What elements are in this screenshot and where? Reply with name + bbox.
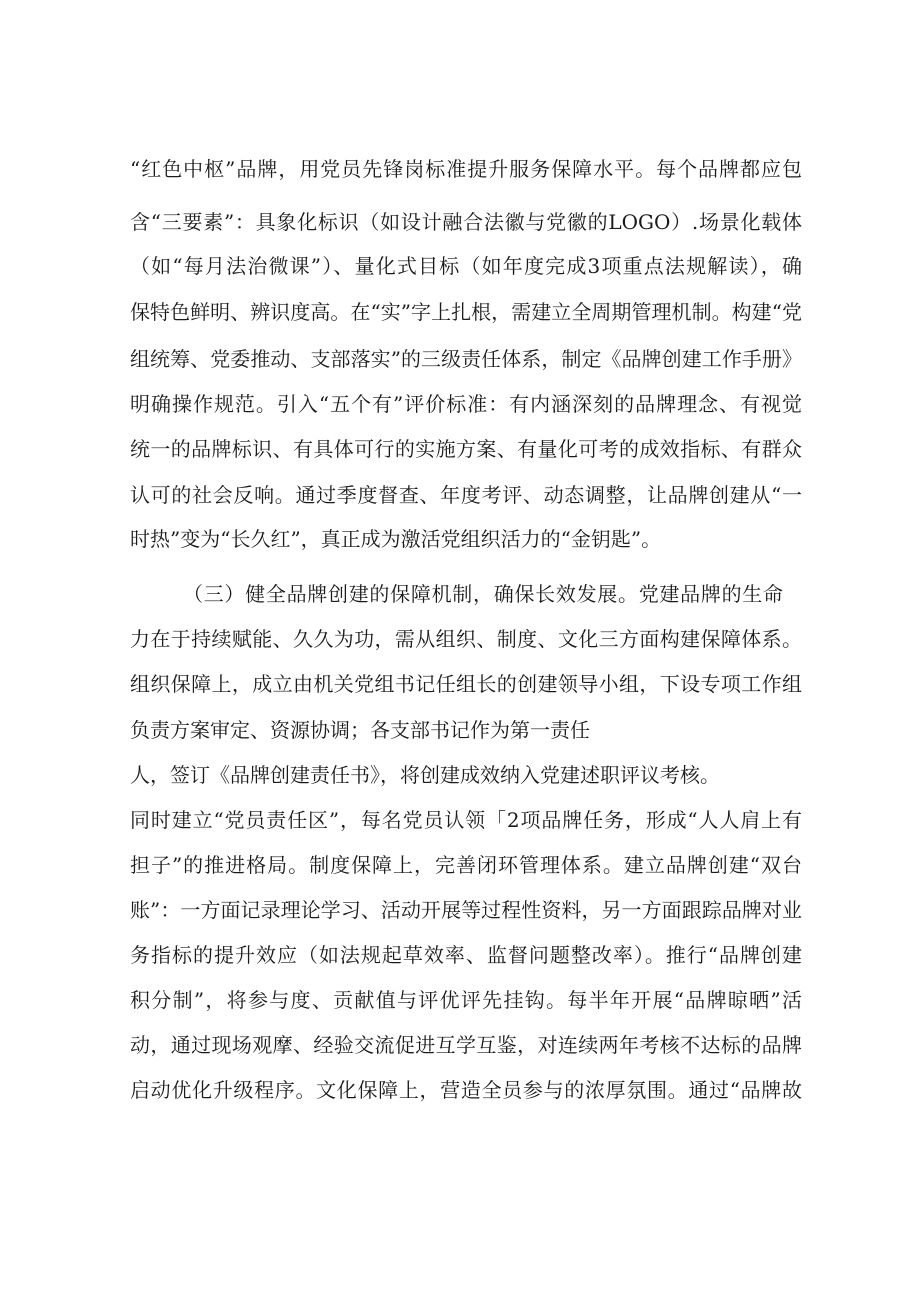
- text-line: 务指标的提升效应（如法规起草效率、监督问题整改率）。推行“品牌创建: [130, 943, 802, 967]
- text-line: “红色中枢”品牌，用党员先锋岗标准提升服务保障水平。每个品牌都应包: [130, 157, 802, 181]
- text-line: 积分制”，将参与度、贡献值与评优评先挂钩。每半年开展“品牌晾晒”活: [130, 988, 802, 1012]
- text-line: 动，通过现场观摩、经验交流促进互学互鉴，对连续两年考核不达标的品牌: [130, 1033, 802, 1057]
- text-line: （三）健全品牌创建的保障机制，确保长效发展。党建品牌的生命: [183, 582, 783, 606]
- text-line: 时热”变为“长久红”，真正成为激活党组织活力的“金钥匙”。: [130, 527, 662, 551]
- text-line: 组织保障上，成立由机关党组书记任组长的创建领导小组，下设专项工作组: [130, 672, 802, 696]
- text-line: 力在于持续赋能、久久为功，需从组织、制度、文化三方面构建保障体系。: [130, 627, 802, 651]
- text-line: 账”：一方面记录理论学习、活动开展等过程性资料，另一方面跟踪品牌对业: [130, 898, 802, 922]
- text-line: 启动优化升级程序。文化保障上，营造全员参与的浓厚氛围。通过“品牌故: [130, 1078, 802, 1102]
- text-line: 组统筹、党委推动、支部落实”的三级责任体系，制定《品牌创建工作手册》: [130, 347, 802, 371]
- text-line: 统一的品牌标识、有具体可行的实施方案、有量化可考的成效指标、有群众: [130, 437, 802, 461]
- text-line: 明确操作规范。引入“五个有”评价标准：有内涵深刻的品牌理念、有视觉: [130, 392, 802, 416]
- text-line: 担子”的推进格局。制度保障上，完善闭环管理体系。建立品牌创建“双台: [130, 853, 802, 877]
- text-line: 保特色鲜明、辨识度高。在“实”字上扎根，需建立全周期管理机制。构建“党: [130, 300, 802, 324]
- text-line: 人，签订《品牌创建责任书》，将创建成效纳入党建述职评议考核。: [130, 763, 720, 787]
- text-line: 认可的社会反响。通过季度督查、年度考评、动态调整，让品牌创建从“一: [130, 483, 802, 507]
- text-line: （如“每月法治微课”）、量化式目标（如年度完成3项重点法规解读），确: [130, 254, 802, 278]
- text-line: 同时建立“党员责任区”，每名党员认领「2项品牌任务，形成“人人肩上有: [130, 808, 802, 832]
- text-line: 含“三要素”：具象化标识（如设计融合法徽与党徽的LOGO）.场景化载体: [130, 210, 802, 234]
- text-line: 负责方案审定、资源协调；各支部书记作为第一责任: [130, 718, 590, 742]
